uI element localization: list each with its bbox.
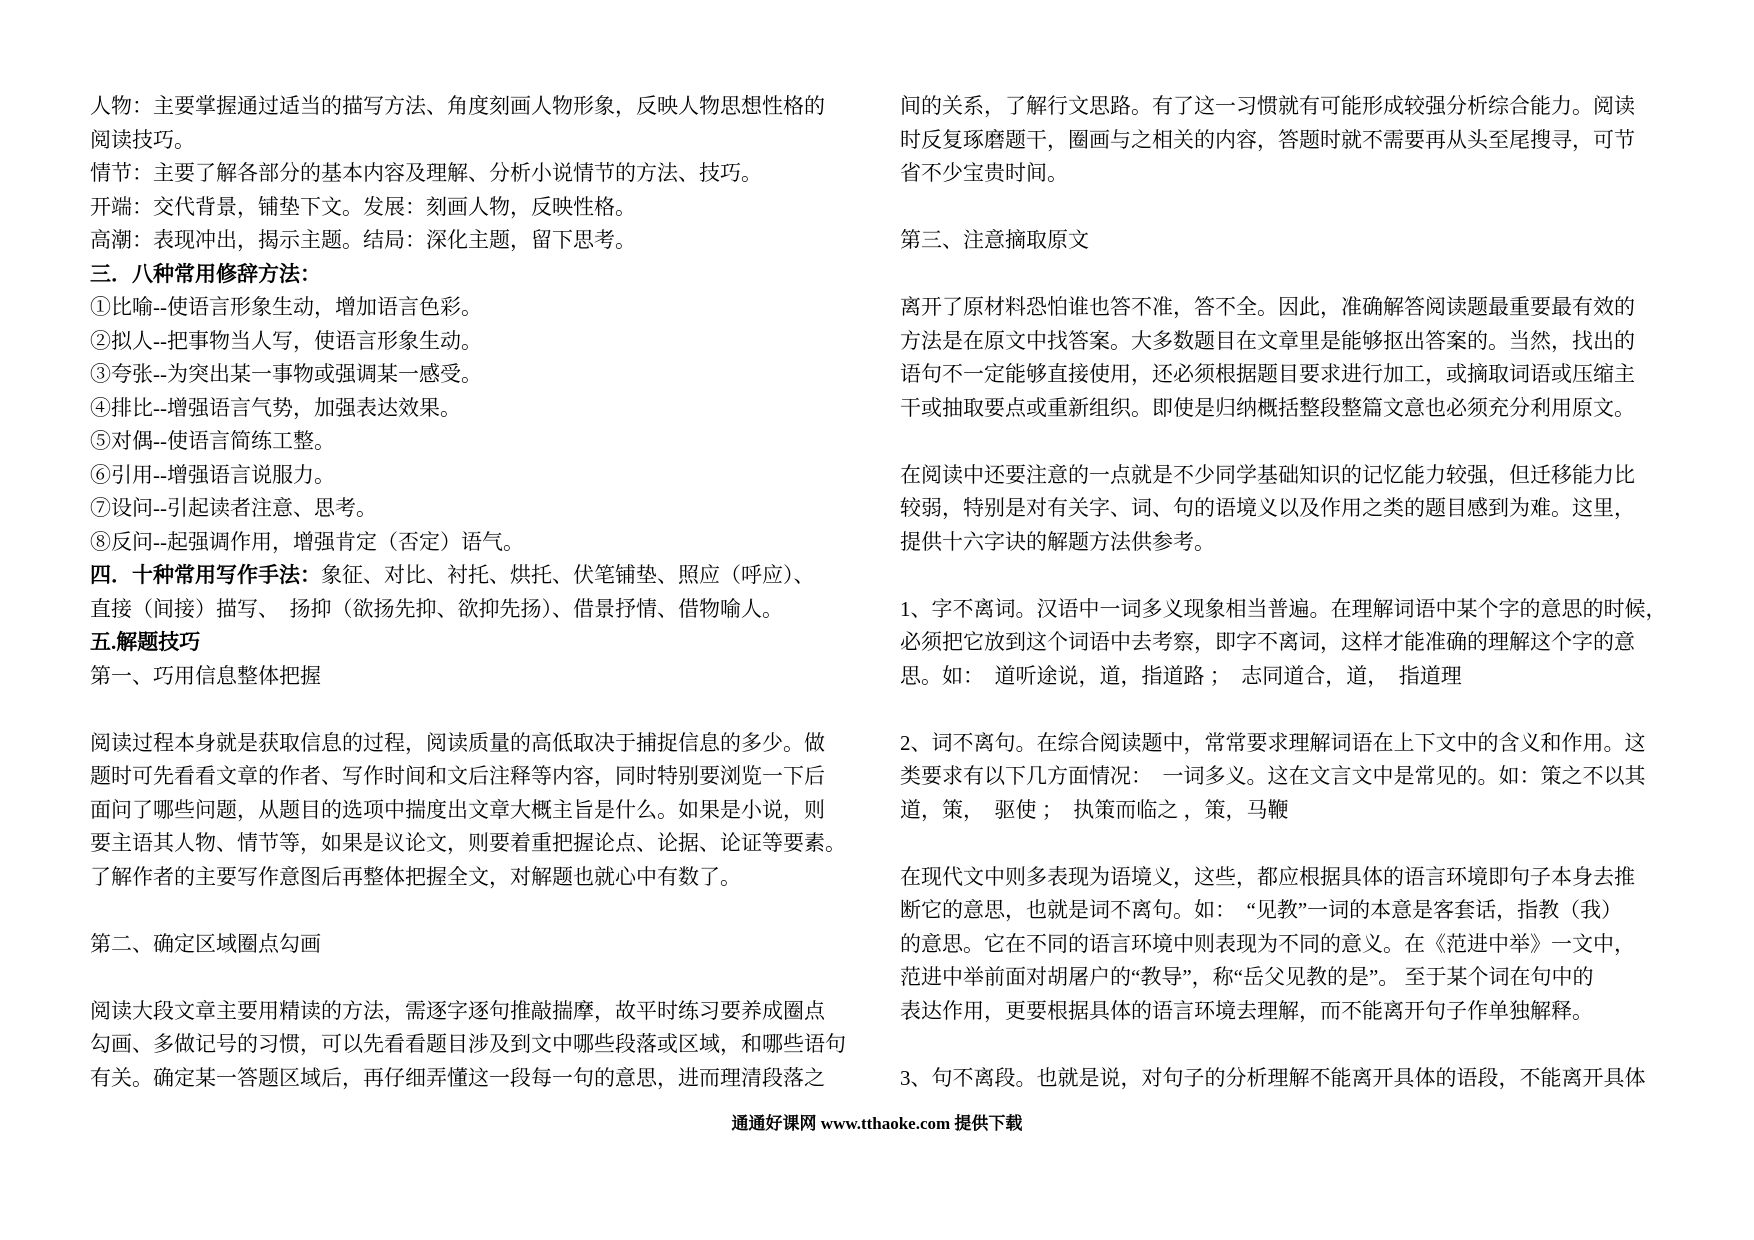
heading-line (90, 258, 870, 292)
text-line: 了解作者的主要写作意图后再整体把握全文，对解题也就心中有数了。 (90, 864, 741, 889)
text-line: 要主语其人物、情节等，如果是议论文，则要着重把握论点、论据、论证等要素。 (90, 831, 846, 855)
right-column (900, 90, 1680, 1095)
text-line: 省不少宝贵时间。 (900, 161, 1068, 185)
text-line: ⑥引用--增强语言说服力。 (90, 462, 335, 487)
blank-line (90, 894, 870, 928)
text-line: 面问了哪些问题，从题目的选项中揣度出文章大概主旨是什么。如果是小说，则 (90, 797, 825, 822)
text-line: ⑤对偶--使语言简练工整。 (90, 429, 335, 453)
text-line: 干或抽取要点或重新组织。即使是归纳概括整段整篇文意也必须充分利用原文。 (900, 395, 1635, 420)
text-line: ①比喻--使语言形象生动，增加语言色彩。 (90, 295, 482, 319)
blank-line (900, 559, 1680, 593)
text-line: 3、句不离段。也就是说，对句子的分析理解不能离开具体的语段，不能离开具体 (900, 1065, 1646, 1090)
blank-line (90, 693, 870, 727)
left-column (90, 90, 870, 1095)
heading-line (90, 559, 870, 593)
text-line: 的意思。它在不同的语言环境中则表现为不同的意义。在《范进中举》一文中， (900, 931, 1635, 956)
text-line: 必须把它放到这个词语中去考察，即字不离词，这样才能准确的理解这个字的意 (900, 630, 1635, 654)
text-line: ②拟人--把事物当人写，使语言形象生动。 (90, 328, 482, 353)
text-line: 有关。确定某一答题区域后，再仔细弄懂这一段每一句的意思，进而理清段落之 (90, 1065, 825, 1090)
text-line: 道，策， 驱使 ； 执策而临之 ，策，马鞭 (900, 797, 1289, 822)
text-line: 开端：交代背景，铺垫下文。发展：刻画人物，反映性格。 (90, 194, 636, 219)
text-line: 离开了原材料恐怕谁也答不准，答不全。因此，准确解答阅读题最重要最有效的 (900, 295, 1635, 319)
heading-text: 四．十种常用写作手法： (90, 563, 321, 587)
text-line: 在阅读中还要注意的一点就是不少同学基础知识的记忆能力较强，但迁移能力比 (900, 462, 1635, 487)
blank-line (90, 961, 870, 995)
text-line: 时反复琢磨题干，圈画与之相关的内容，答题时就不需要再从头至尾搜寻，可节 (900, 127, 1635, 152)
blank-line (900, 191, 1680, 225)
text-line: 阅读技巧。 (90, 127, 195, 152)
text-line: 较弱，特别是对有关字、词、句的语境义以及作用之类的题目感到为难。这里， (900, 496, 1635, 520)
text-line: 第二、确定区域圈点勾画 (90, 931, 321, 956)
text-line: ③夸张--为突出某一事物或强调某一感受。 (90, 362, 482, 386)
text-line: 语句不一定能够直接使用，还必须根据题目要求进行加工，或摘取词语或压缩主 (900, 362, 1635, 386)
blank-line (900, 693, 1680, 727)
text-line: ⑧反问--起强调作用，增强肯定（否定）语气。 (90, 529, 524, 554)
text-line: ④排比--增强语言气势，加强表达效果。 (90, 395, 461, 420)
text-line: 思。如： 道听途说，道，指道路 ； 志同道合，道， 指道理 (900, 663, 1462, 688)
blank-line (900, 425, 1680, 459)
body-text: 象征、对比、衬托、烘托、伏笔铺垫、照应（呼应）、 (321, 563, 815, 587)
text-line: 类要求有以下几方面情况： 一词多义。这在文言文中是常见的。如：策之不以其 (900, 764, 1646, 788)
text-line: ⑦设问--引起读者注意、思考。 (90, 496, 377, 520)
text-line: 断它的意思，也就是词不离句。如： “见教”一词的本意是客套话，指教（我） (900, 898, 1623, 922)
text-line: 勾画、多做记号的习惯，可以先看看题目涉及到文中哪些段落或区域，和哪些语句 (90, 1032, 846, 1056)
heading-line (90, 626, 870, 660)
text-line: 方法是在原文中找答案。大多数题目在文章里是能够抠出答案的。当然，找出的 (900, 328, 1635, 353)
blank-line (900, 1028, 1680, 1062)
text-line: 阅读大段文章主要用精读的方法，需逐字逐句推敲揣摩，故平时练习要养成圈点 (90, 998, 825, 1023)
text-line: 情节：主要了解各部分的基本内容及理解、分析小说情节的方法、技巧。 (90, 161, 762, 185)
text-line: 人物：主要掌握通过适当的描写方法、角度刻画人物形象，反映人物思想性格的 (90, 94, 825, 118)
text-line: 题时可先看看文章的作者、写作时间和文后注释等内容，同时特别要浏览一下后 (90, 764, 825, 788)
blank-line (900, 258, 1680, 292)
footer-credit: 通通好课网 www.tthaoke.com 提供下载 (731, 1114, 1023, 1133)
text-line: 直接（间接）描写、 扬抑（欲扬先抑、欲抑先扬）、借景抒情、借物喻人。 (90, 596, 783, 621)
text-line: 第一、巧用信息整体把握 (90, 663, 321, 688)
heading-text: 五.解题技巧 (90, 630, 201, 654)
blank-line (900, 827, 1680, 861)
text-line: 提供十六字诀的解题方法供参考。 (900, 529, 1215, 554)
text-line: 2、词不离句。在综合阅读题中，常常要求理解词语在上下文中的含义和作用。这 (900, 730, 1646, 755)
text-line: 间的关系，了解行文思路。有了这一习惯就有可能形成较强分析综合能力。阅读 (900, 94, 1635, 118)
text-line: 第三、注意摘取原文 (900, 228, 1089, 252)
text-line: 范进中举前面对胡屠户的“教导”，称“岳父见教的是”。 至于某个词在句中的 (900, 965, 1594, 989)
text-line: 在现代文中则多表现为语境义，这些，都应根据具体的语言环境即句子本身去推 (900, 864, 1635, 889)
text-line: 表达作用，更要根据具体的语言环境去理解，而不能离开句子作单独解释。 (900, 998, 1593, 1023)
text-line: 阅读过程本身就是获取信息的过程，阅读质量的高低取决于捕捉信息的多少。做 (90, 730, 825, 755)
text-line: 1、字不离词。汉语中一词多义现象相当普遍。在理解词语中某个字的意思的时候， (900, 596, 1667, 621)
heading-text: 三．八种常用修辞方法： (90, 261, 321, 286)
text-line: 高潮：表现冲出，揭示主题。结局：深化主题，留下思考。 (90, 228, 636, 252)
